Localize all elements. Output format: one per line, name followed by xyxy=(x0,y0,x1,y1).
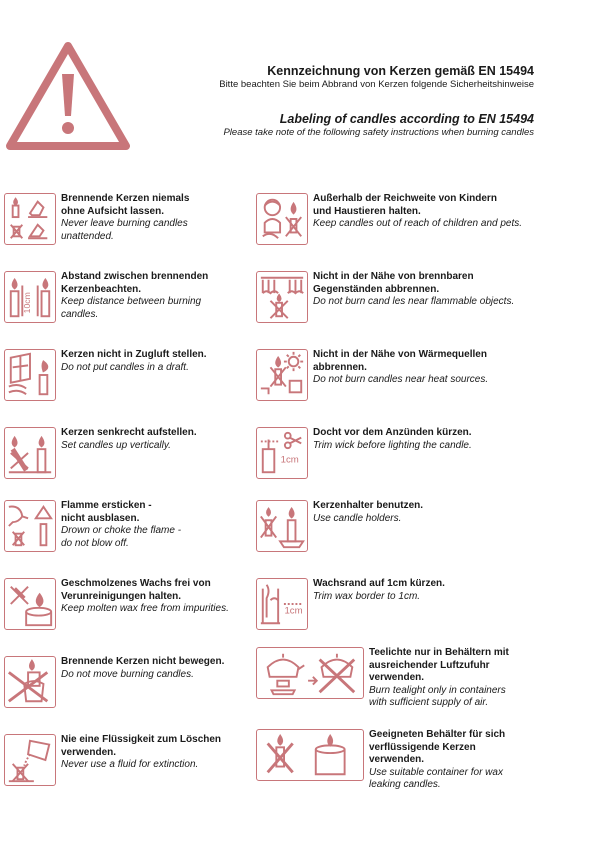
wax-border-label: 1cm xyxy=(284,605,303,617)
instruction-de-line: Brennende Kerzen niemals xyxy=(61,193,190,204)
instruction-de-line: verflüssigende Kerzen xyxy=(369,741,476,753)
instruction-en-line: Do not put candles in a draft. xyxy=(61,361,189,373)
instruction-en-line: Drown or choke the flame - xyxy=(61,525,182,536)
instruction-en-line: unattended. xyxy=(61,230,114,242)
instruction-en-line: Trim wick before lighting the candle. xyxy=(313,439,472,451)
instruction-de-line: ausreichender Luftzufuhr xyxy=(369,659,490,671)
instruction-en-line: Use candle holders. xyxy=(313,512,402,524)
instruction-de-line: Nicht in der Nähe von brennbaren xyxy=(313,271,474,282)
instruction-en-line: Do not burn candles near heat sources. xyxy=(313,374,489,385)
vertical-candle-icon xyxy=(4,427,56,479)
instruction-heat xyxy=(256,349,488,401)
instruction-de-line: Wachsrand auf 1cm kürzen. xyxy=(313,578,445,589)
instruction-de-line: Nicht in der Nähe von Wärmequellen xyxy=(313,349,487,360)
instruction-en-line: Do not burn cand les near flammable objects. xyxy=(313,296,515,307)
instruction-de-line: Kerzenhalter benutzen. xyxy=(313,500,424,511)
instruction-vertical xyxy=(4,427,197,479)
suitable-container-icon xyxy=(256,729,364,781)
molten-wax-icon xyxy=(4,578,56,630)
instruction-children-pets xyxy=(256,193,522,245)
no-fluid-icon xyxy=(4,734,56,786)
unattended-candle-icon xyxy=(4,193,56,245)
instruction-draft xyxy=(4,349,207,401)
instruction-de-line: Kerzen senkrecht aufstellen. xyxy=(61,427,197,438)
instruction-en-line: Never use a fluid for extinction. xyxy=(61,759,199,770)
instruction-unattended xyxy=(4,193,189,245)
instruction-en-line: Trim wax border to 1cm. xyxy=(313,590,421,602)
instruction-de-line: Docht vor dem Anzünden kürzen. xyxy=(313,427,472,438)
instruction-en-line: Keep distance between burning xyxy=(61,296,202,307)
instruction-de-line: Gegenständen abbrennen. xyxy=(313,283,440,295)
children-pets-icon xyxy=(256,193,308,245)
instruction-trim-wick xyxy=(256,427,472,479)
instruction-en-line: with sufficient supply of air. xyxy=(369,697,489,708)
wick-length-label: 1cm xyxy=(280,454,299,466)
instruction-do-not-move xyxy=(4,656,224,708)
instruction-de-line: verwenden. xyxy=(61,746,117,758)
instruction-de-line: Verunreinigungen halten. xyxy=(61,590,182,602)
instruction-tealight xyxy=(256,647,509,710)
instruction-flammable xyxy=(256,271,514,323)
instruction-en-line: do not blow off. xyxy=(61,537,129,549)
instruction-container xyxy=(256,729,505,792)
instruction-holder xyxy=(256,500,423,552)
instruction-en-line: Keep candles out of reach of children and pets. xyxy=(313,218,523,229)
instruction-en-line: Keep molten wax free from impurities. xyxy=(61,603,229,614)
instruction-de-line: abbrennen. xyxy=(313,361,367,373)
draft-window-icon xyxy=(4,349,56,401)
header-german-subtitle: Bitte beachten Sie beim Abbrand von Kerzen folgende Sicherheitshinweise xyxy=(219,79,534,90)
instruction-de-line: Nie eine Flüssigkeit zum Löschen xyxy=(61,734,222,745)
instruction-no-fluid xyxy=(4,734,221,786)
candle-holder-icon xyxy=(256,500,308,552)
flammable-objects-icon xyxy=(256,271,308,323)
distance-label: 10cm xyxy=(22,292,32,314)
wax-border-icon xyxy=(256,578,308,630)
instruction-de-line: Abstand zwischen brennenden xyxy=(61,271,209,282)
header-english xyxy=(223,112,534,139)
header-german xyxy=(219,64,534,91)
instruction-en-line: Do not move burning candles. xyxy=(61,668,194,680)
header-english-subtitle: Please take note of the following safety instructions when burning candles xyxy=(223,127,534,138)
instruction-en-line: Set candles up vertically. xyxy=(61,439,171,451)
instruction-de-line: Kerzenbeachten. xyxy=(61,283,142,295)
header-english-title: Labeling of candles according to EN 15494 xyxy=(279,112,534,126)
warning-triangle-icon xyxy=(4,40,132,152)
instruction-de-line: Teelichte nur in Behältern mit xyxy=(369,647,509,658)
instruction-de-line: Kerzen nicht in Zugluft stellen. xyxy=(61,349,207,360)
instruction-en-line: Burn tealight only in containers xyxy=(369,684,506,696)
instruction-de-line: Geeigneten Behälter für sich xyxy=(369,729,506,740)
instruction-de-line: Außerhalb der Reichweite von Kindern xyxy=(313,193,497,204)
instruction-de-line: Flamme ersticken - xyxy=(61,500,152,511)
candle-distance-icon xyxy=(4,271,56,323)
instruction-en-line: Never leave burning candles xyxy=(61,218,188,229)
instruction-de-line: Brennende Kerzen nicht bewegen. xyxy=(61,656,225,667)
header-german-title: Kennzeichnung von Kerzen gemäß EN 15494 xyxy=(267,64,534,78)
instruction-distance xyxy=(4,271,208,323)
instruction-de-line: und Haustieren halten. xyxy=(313,205,421,217)
tealight-container-icon xyxy=(256,647,364,699)
instruction-de-line: ohne Aufsicht lassen. xyxy=(61,205,164,217)
instruction-en-line: Use suitable container for wax xyxy=(369,766,503,778)
instruction-de-line: verwenden. xyxy=(369,672,425,683)
instruction-en-line: leaking candles. xyxy=(369,779,441,790)
do-not-move-icon xyxy=(4,656,56,708)
instruction-de-line: verwenden. xyxy=(369,754,425,765)
instruction-choke xyxy=(4,500,181,552)
heat-sources-icon xyxy=(256,349,308,401)
instruction-de-line: nicht ausblasen. xyxy=(61,512,140,524)
instruction-wax-border xyxy=(256,578,445,630)
trim-wick-icon xyxy=(256,427,308,479)
instruction-de-line: Geschmolzenes Wachs frei von xyxy=(61,578,211,589)
choke-flame-icon xyxy=(4,500,56,552)
instruction-en-line: candles. xyxy=(61,308,99,320)
instruction-molten-wax xyxy=(4,578,229,630)
